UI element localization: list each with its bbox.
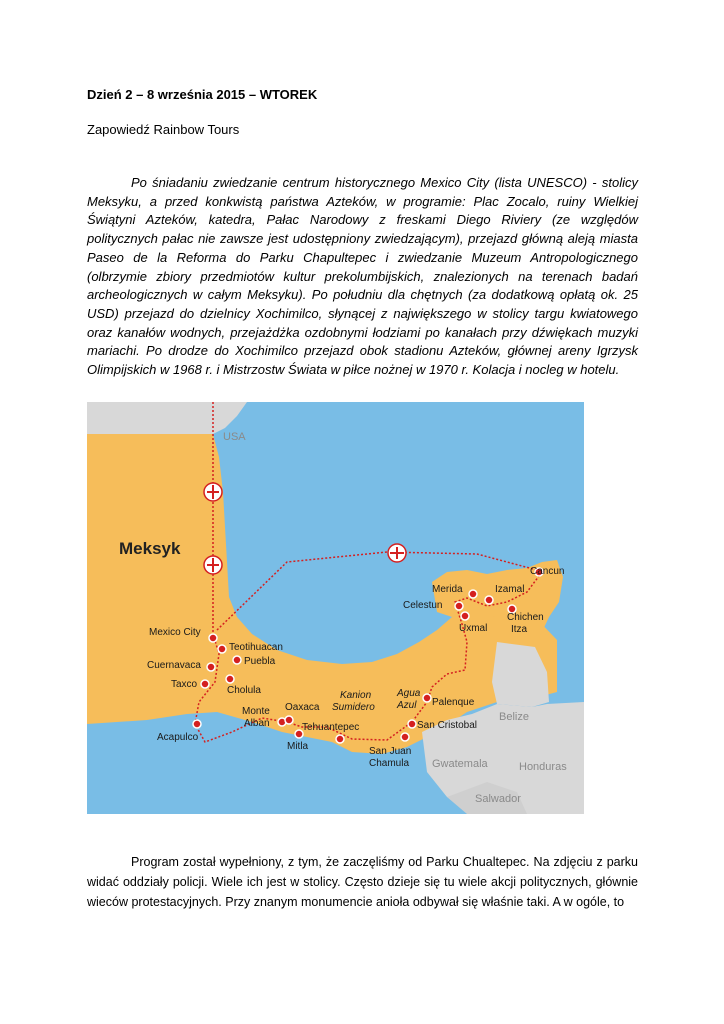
label-puebla: Puebla <box>244 656 276 667</box>
label-san-juan: San Juan <box>369 746 412 757</box>
label-oaxaca: Oaxaca <box>285 702 320 713</box>
label-tehuantepec: Tehuantepec <box>302 722 360 733</box>
label-san-cristobal: San Cristobal <box>417 720 478 731</box>
label-mitla: Mitla <box>287 741 309 752</box>
label-honduras: Honduras <box>519 761 567 773</box>
izamal-marker <box>485 596 493 604</box>
mexico-city-marker <box>209 634 217 642</box>
label-kanion: Kanion <box>340 690 372 701</box>
route-map <box>87 402 584 814</box>
oaxaca-marker <box>285 716 293 724</box>
label-mexico: Meksyk <box>119 539 181 558</box>
taxco-marker <box>201 680 209 688</box>
itinerary-paragraph: Po śniadaniu zwiedzanie centrum historycznego Mexico City (lista UNESCO) - stolicy Meksyku, a przed konkwistą państwa Azteków, w programie: Plac Zocalo, ruiny Wielkiej Świątyni Azteków, katedra, Pałac Narodowy z freskami Diego Riviery (ze względów politycznych pałac nie zawsze jest udostępniony zwiedzającym), przejazd główną aleją miasta Paseo de la Reforma do Parku Chapultepec i zwiedzanie Muzeum Antropologicznego (olbrzymie zbiory przedmiotów kultur prekolumbijskich, znalezionych na terenach badań archeologicznych w całym Meksyku). Po południu dla chętnych (za dodatkową opłatą ok. 25 USD) przejazd do dzielnicy Xochimilco, słynącej z największego w stolicy targu kwiatowego oraz kanałów wodnych, przejażdżka ozdobnymi łodziami po kanałach przy dźwiękach muzyki mariachi. Po drodze do Xochimilco przejazd obok stadionu Azteków, głównej areny Igrzysk Olimpijskich w 1968 r. i Mistrzostw Świata w piłce nożnej w 1970 r. Kolacja i nocleg w hotelu. <box>87 175 638 378</box>
label-agua: Agua <box>397 688 421 699</box>
label-chichen: Chichen <box>507 612 544 623</box>
palenque-marker <box>423 694 431 702</box>
label-cholula: Cholula <box>227 685 261 696</box>
label-acapulco: Acapulco <box>157 732 199 743</box>
merida-marker <box>469 590 477 598</box>
label-sumidero: Sumidero <box>332 702 375 713</box>
label-itza: Itza <box>511 624 528 635</box>
body-paragraph: Program został wypełniony, z tym, że zaczęliśmy od Parku Chualtepec. Na zdjęciu z parku widać oddziały policji. Wiele ich jest w stolicy. Często dzieje się tu wiele akcji politycznych, głównie wieców protestacyjnych. Przy znanym monumencie anioła odbywał się właśnie taki. A w ogóle, to <box>87 855 638 909</box>
label-belize: Belize <box>499 711 529 723</box>
label-merida: Merida <box>432 584 463 595</box>
label-palenque: Palenque <box>432 697 475 708</box>
san-juan-chamula-marker <box>401 733 409 741</box>
tehuantepec-marker <box>336 735 344 743</box>
label-chamula: Chamula <box>369 758 410 769</box>
label-taxco: Taxco <box>171 679 198 690</box>
label-salvador: Salwador <box>475 793 521 805</box>
uxmal-marker <box>461 612 469 620</box>
label-azul: Azul <box>397 700 417 711</box>
label-uxmal: Uxmal <box>459 623 488 634</box>
label-alban: Alban <box>244 718 270 729</box>
label-usa: USA <box>223 431 246 443</box>
label-teotihuacan: Teotihuacan <box>229 642 283 653</box>
day-heading: Dzień 2 – 8 września 2015 – WTOREK <box>87 87 318 102</box>
plane-icon <box>388 544 406 562</box>
acapulco-marker <box>193 720 201 728</box>
label-mexico-city: Mexico City <box>149 627 201 638</box>
label-cancun: Cancun <box>530 566 565 577</box>
label-cuernavaca: Cuernavaca <box>147 660 201 671</box>
label-izamal: Izamal <box>495 584 525 595</box>
puebla-marker <box>233 656 241 664</box>
cholula-marker <box>226 675 234 683</box>
teotihuacan-marker <box>218 645 226 653</box>
san-cristobal-marker <box>408 720 416 728</box>
label-celestun: Celestun <box>403 600 443 611</box>
plane-icon <box>204 556 222 574</box>
cuernavaca-marker <box>207 663 215 671</box>
tour-subtitle: Zapowiedź Rainbow Tours <box>87 122 240 137</box>
label-monte: Monte <box>242 706 270 717</box>
plane-icon <box>204 483 222 501</box>
label-guatemala: Gwatemala <box>432 758 488 770</box>
celestun-marker <box>455 602 463 610</box>
